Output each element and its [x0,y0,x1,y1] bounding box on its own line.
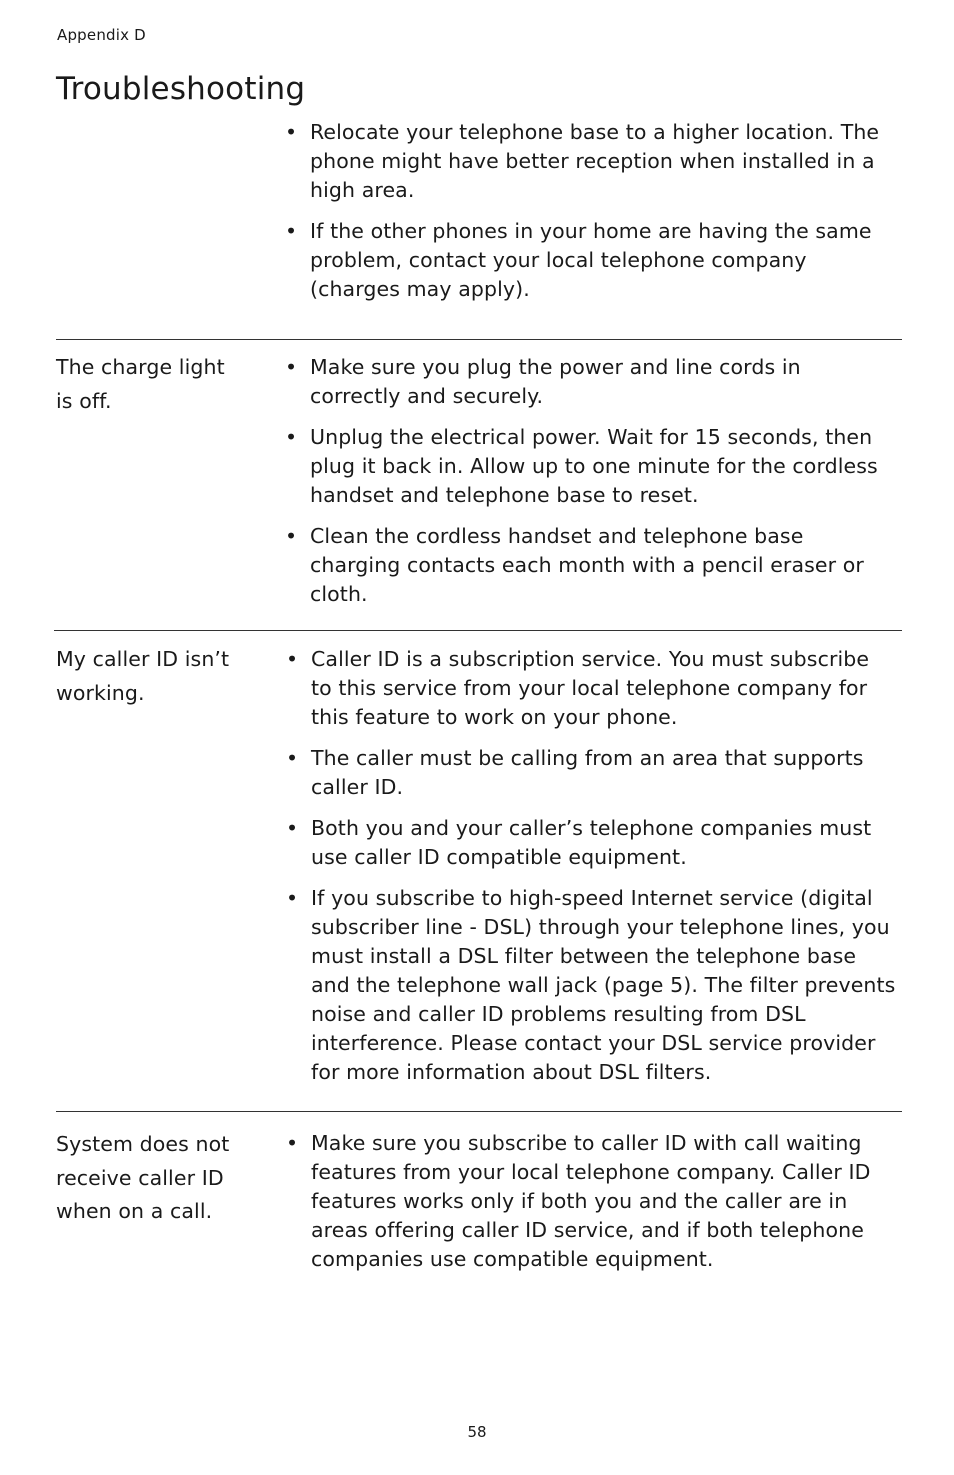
solution-list [283,353,893,621]
solution-item [283,522,893,609]
solution-text: Unplug the electrical power. Wait for 15 seconds, then plug it back in. Allow up to one minute for the cordless handset and telephone base to reset. [310,425,878,507]
solution-text: Relocate your telephone base to a higher location. The phone might have better reception when installed in a high area. [310,120,880,202]
page-title: Troubleshooting [56,70,306,107]
page-number: 58 [467,1423,487,1441]
solution-text: If the other phones in your home are having the same problem, contact your local telephone company (charges may apply). [310,219,872,301]
section-divider [56,1111,902,1112]
solution-item [283,423,893,510]
solution-item [283,217,893,304]
problem-description: System does not receive caller ID when on a call. [56,1132,230,1223]
bullet-icon: • [286,647,299,671]
section-divider [54,630,902,631]
solution-item [284,744,896,802]
solution-list [283,118,893,316]
solution-list [284,1129,896,1286]
appendix-label: Appendix D [57,26,146,44]
bullet-icon: • [286,746,299,770]
bullet-icon: • [285,219,298,243]
solution-item [284,1129,896,1274]
solution-list [284,645,896,1099]
solution-item [284,645,896,732]
bullet-icon: • [285,120,298,144]
solution-text: Clean the cordless handset and telephone base charging contacts each month with a pencil eraser or cloth. [310,524,864,606]
bullet-icon: • [285,524,298,548]
bullet-icon: • [285,425,298,449]
solution-text: Caller ID is a subscription service. You must subscribe to this service from your local telephone company for this feature to work on your phone. [311,647,870,729]
bullet-icon: • [285,355,298,379]
solution-item [284,814,896,872]
solution-text: Both you and your caller’s telephone companies must use caller ID compatible equipment. [311,816,872,869]
solution-item [284,884,896,1087]
bullet-icon: • [286,886,299,910]
solution-text: Make sure you plug the power and line cords in correctly and securely. [310,355,801,408]
solution-text: The caller must be calling from an area that supports caller ID. [311,746,864,799]
bullet-icon: • [286,816,299,840]
section-divider [56,339,902,340]
problem-description: My caller ID isn’t working. [56,647,230,705]
solution-text: Make sure you subscribe to caller ID with call waiting features from your local telephone company. Caller ID features works only if both you and the caller are in areas offering caller ID service, and if both telephone companies use compatible equipment. [311,1131,871,1271]
bullet-icon: • [286,1131,299,1155]
solution-text: If you subscribe to high-speed Internet service (digital subscriber line - DSL) through your telephone lines, you must install a DSL filter between the telephone base and the telephone wall jack (page 5). The filter prevents noise and caller ID problems resulting from DSL interference. Please contact your DSL service provider for more information about DSL filters. [311,886,896,1084]
problem-description: The charge light is off. [56,355,225,413]
solution-item [283,353,893,411]
solution-item [283,118,893,205]
